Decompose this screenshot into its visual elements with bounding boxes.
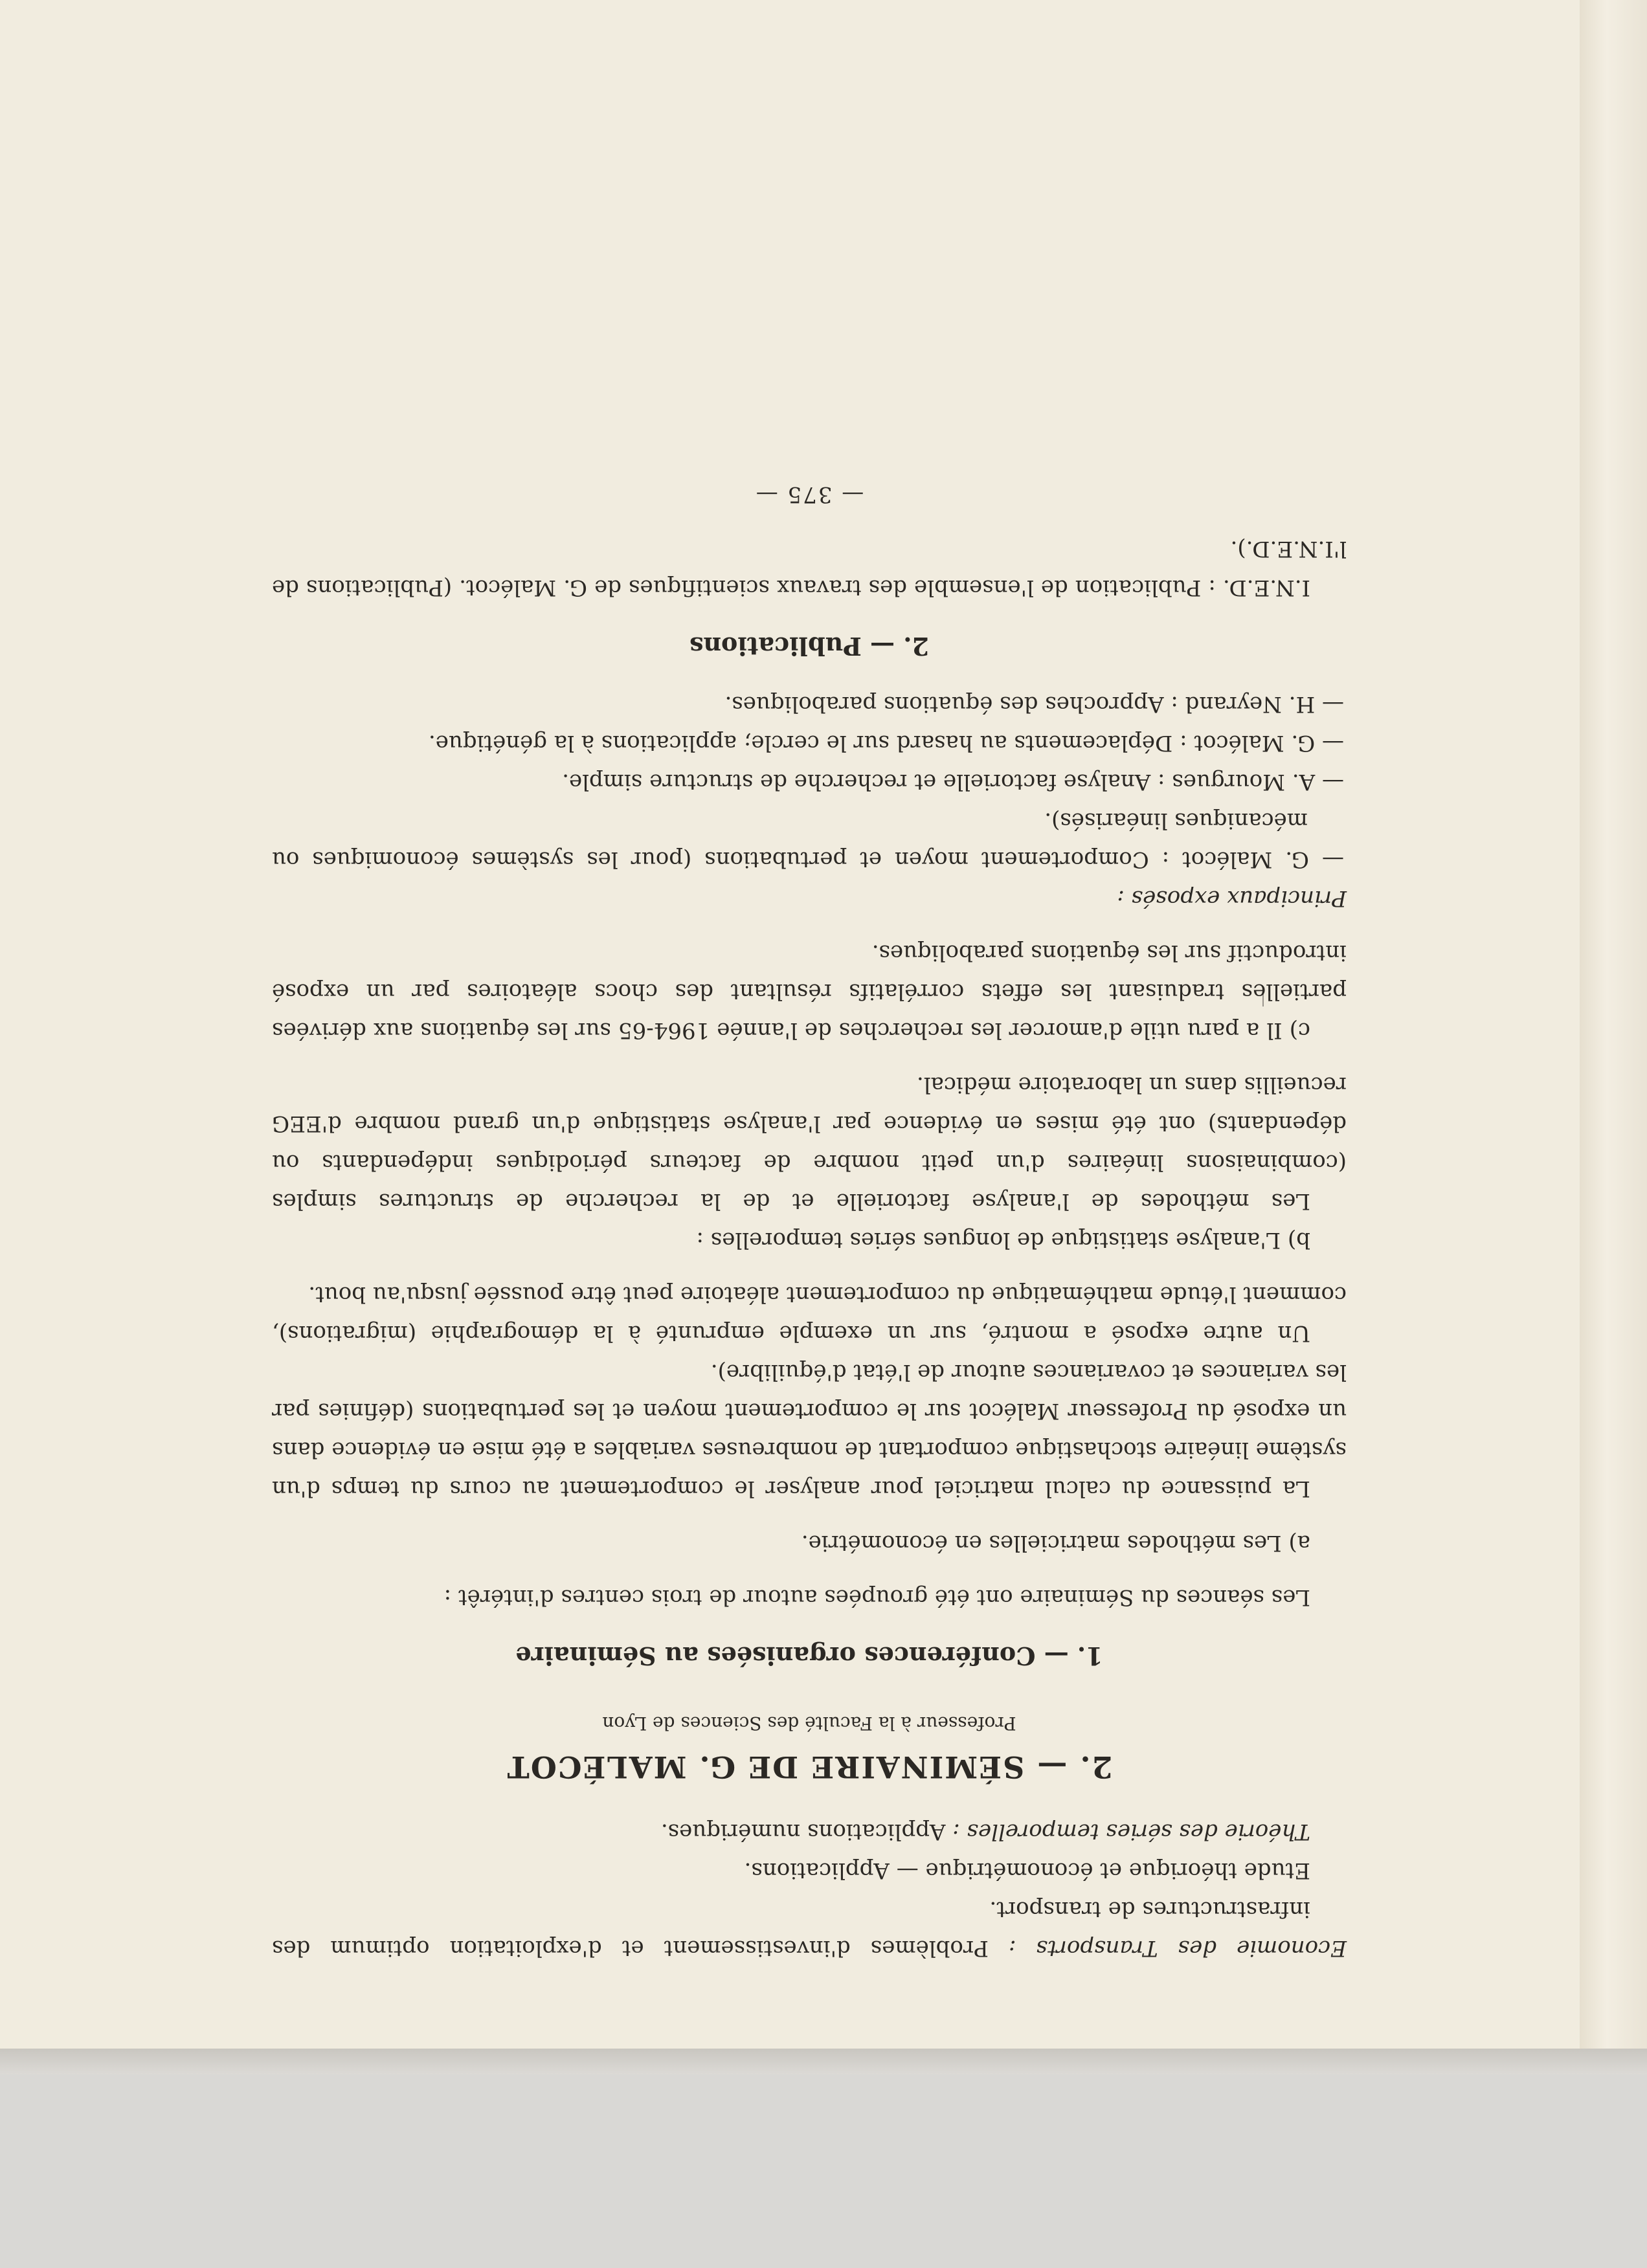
conferences-heading: 1. — Conférences organisées au Séminaire [515, 1641, 1103, 1671]
section-b-title: b) L'analyse statistique de longues séries temporelles : [696, 1227, 1310, 1253]
talk-item: — G. Malécot : Comportement moyen et pertubations (pour les systèmes économiques ou mécaniques linéarisés). [272, 808, 1344, 873]
section-a-title: a) Les méthodes matricielles en économétrie. [801, 1530, 1310, 1556]
entry-transport: Economie des Transports : Problèmes d'investissement et d'exploitation optimum des infrastructures de transport. [272, 1896, 1347, 1961]
publications-heading: 2. — Publications [689, 632, 929, 661]
publications-text: I.N.E.D. : Publication de l'ensemble des travaux scientifiques de G. Malécot. (Publications de l'I.N.E.D.). [272, 536, 1347, 601]
talk-item: — H. Neyrand : Approches des équations paraboliques. [724, 691, 1344, 717]
seminar-affiliation: Professeur à la Faculté des Sciences de Lyon [602, 1713, 1016, 1734]
page-number: — 375 — [754, 482, 864, 507]
page-edge [1580, 0, 1647, 2052]
rotated-page-content [272, 220, 1347, 1968]
seminar-title: 2. — SÉMINAIRE DE G. MALÉCOT [506, 1750, 1113, 1784]
talk-item: — G. Malécot : Déplacements au hasard sur le cercle; applications à la génétique. [428, 730, 1344, 756]
section-c-text: c) Il a paru utile d'amorcer les recherches de l'année 1964-65 sur les équations aux dérivées partielles traduisant les effets corrélatifs résultant des chocs aléatoires par un exposé introductif sur les équations paraboliques. [272, 940, 1347, 1043]
talk-item: — A. Mourgues : Analyse factorielle et recherche de structure simple. [562, 769, 1344, 795]
principal-talks-label: Principaux exposés : [1117, 885, 1347, 911]
section-b-text: Les méthodes de l'analyse factorielle et de la recherche de structures simples (combinaisons linéaires d'un petit nombre de facteurs périodiques indépendants ou dépendants) ont été mises en évidence par l'analyse statistique d'un grand nombre d'EEG recueillis dans un laboratoire médical. [272, 1072, 1347, 1214]
entry-econometrie: Etude théorique et économétrique — Applications. [744, 1858, 1310, 1884]
intro-paragraph: Les séances du Séminaire ont été groupées autour de trois centres d'intérêt : [443, 1584, 1310, 1610]
section-a-text1: La puissance du calcul matriciel pour analyser le comportement au cours du temps d'un système linéaire stochastique comportant de nombreuses variables a été mise en évidence dans un exposé du Professeur Malécot sur le comportement moyen et les pertubations (définies par les variances et covariances autour de l'état d'équilibre). [272, 1359, 1347, 1502]
bottom-shadow [0, 2049, 1647, 2074]
section-a-text2: Un autre exposé a montré, sur un exemple emprunté à la démographie (migrations), comment l'étude mathématique du comportement aléatoire peut être poussée jusqu'au bout. [272, 1282, 1347, 1346]
entry-series: Théorie des séries temporelles : Applications numériques. [660, 1819, 1310, 1845]
